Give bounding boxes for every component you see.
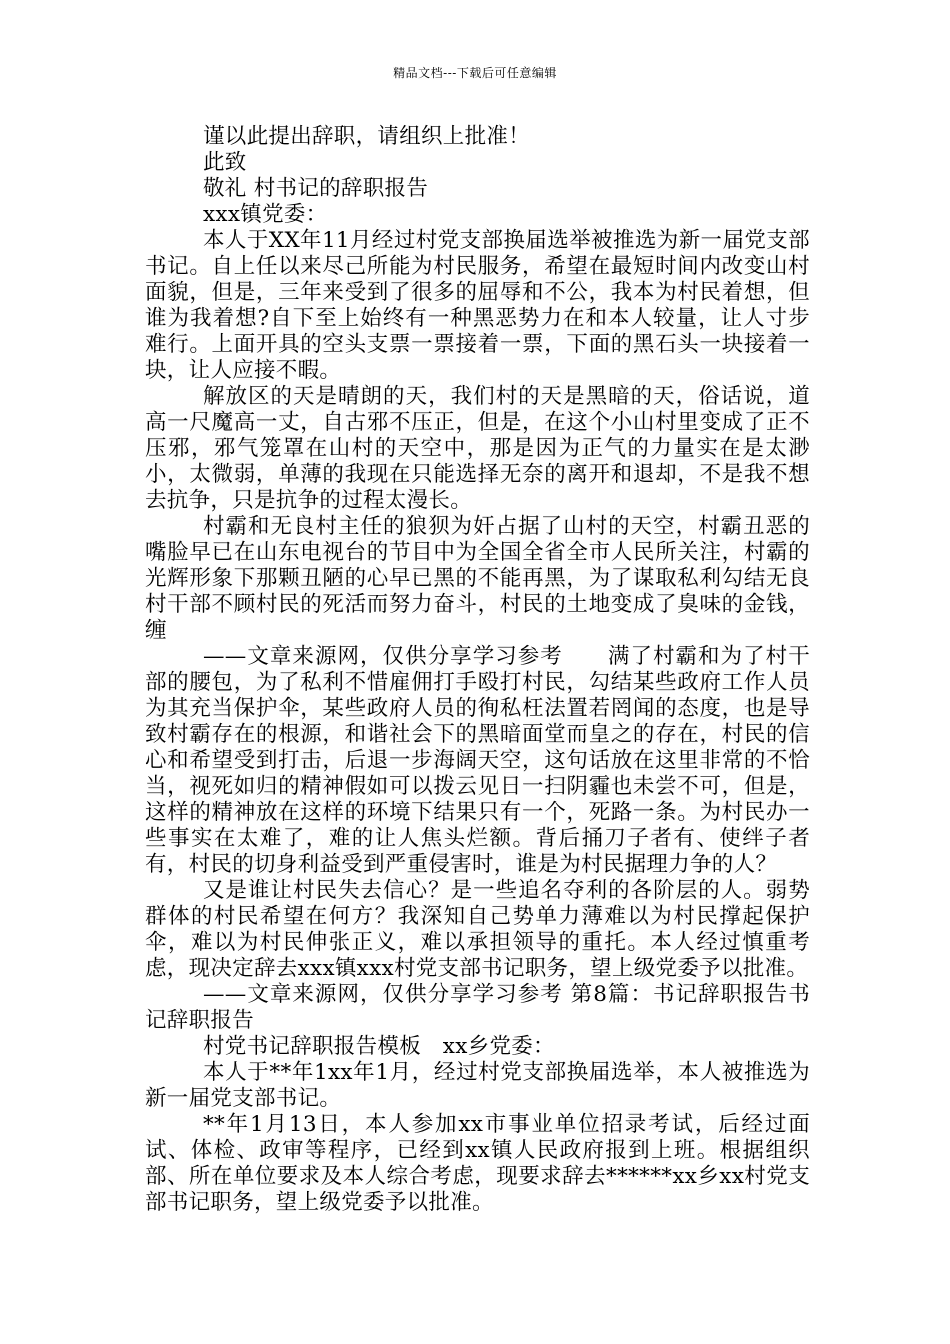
paragraph-salutation: 此致 bbox=[203, 150, 247, 175]
document-body bbox=[145, 124, 810, 1216]
paragraph-body: ——文章来源网，仅供分享学习参考 满了村霸和为了村干部的腰包，为了私利不惜雇佣打手殴打村民，勾结某些政府工作人员为其充当保护伞，某些政府人员的徇私枉法置若罔闻的态度，也是导致村霸存在的根源，和谐社会下的黑暗面堂而皇之的存在，村民的信心和希望受到打击，后退一步海阔天空，这句话放在这里非常的不恰当，视死如归的精神假如可以拨云见日一扫阴霾也未尝不可，但是，这样的精神放在这样的环境下结果只有一个，死路一条。为村民办一些事实在太难了，难的让人焦头烂额。背后捅刀子者有、使绊子者有，村民的切身利益受到严重侵害时，谁是为村民据理力争的人？ bbox=[145, 644, 810, 877]
paragraph-addressee: xxx镇党委： bbox=[203, 202, 328, 227]
paragraph-body: 本人于XX年11月经过村党支部换届选举被推选为新一届党支部书记。自上任以来尽己所能为村民服务，希望在最短时间内改变山村面貌，但是，三年来受到了很多的屈辱和不公，我本为村民着想，但谁为我着想?自下至上始终有一种黑恶势力在和本人较量，让人寸步难行。上面开具的空头支票一票接着一票，下面的黑石头一块接着一块，让人应接不暇。 bbox=[145, 228, 810, 383]
paragraph-body: 村霸和无良村主任的狼狈为奸占据了山村的天空，村霸丑恶的嘴脸早已在山东电视台的节目中为全国全省全市人民所关注，村霸的光辉形象下那颗丑陋的心早已黑的不能再黑，为了谋取私利勾结无良村干部不顾村民的死活而努力奋斗，村民的土地变成了臭味的金钱，缠 bbox=[145, 514, 810, 643]
paragraph-closing-and-title: 敬礼 村书记的辞职报告 bbox=[203, 176, 429, 201]
paragraph-body: 解放区的天是晴朗的天，我们村的天是黑暗的天，俗话说，道高一尺魔高一丈，自古邪不压正，但是，在这个小山村里变成了正不压邪，邪气笼罩在山村的天空中，那是因为正气的力量实在是太渺小，太微弱，单薄的我现在只能选择无奈的离开和退却，不是我不想去抗争，只是抗争的过程太漫长。 bbox=[145, 384, 810, 513]
paragraph-template-addressee: 村党书记辞职报告模板 xx乡党委： bbox=[203, 1034, 555, 1059]
paragraph-body: **年1月13日，本人参加xx市事业单位招录考试，后经过面试、体检、政审等程序，已经到xx镇人民政府报到上班。根据组织部、所在单位要求及本人综合考虑，现要求辞去******xx乡xx村党支部书记职务，望上级党委予以批准。 bbox=[145, 1112, 810, 1215]
paragraph-body: 又是谁让村民失去信心？是一些追名夺利的各阶层的人。弱势群体的村民希望在何方？我深知自己势单力薄难以为村民撑起保护伞，难以为村民伸张正义，难以承担领导的重托。本人经过慎重考虑，现决定辞去xxx镇xxx村党支部书记职务，望上级党委予以批准。 bbox=[145, 878, 810, 981]
paragraph-body: 本人于**年1xx年1月，经过村党支部换届选举，本人被推选为新一届党支部书记。 bbox=[145, 1060, 810, 1111]
paragraph-section-heading: ——文章来源网，仅供分享学习参考 第8篇：书记辞职报告书记辞职报告 bbox=[145, 982, 810, 1033]
paragraph-resignation-request: 谨以此提出辞职，请组织上批准！ bbox=[203, 124, 531, 149]
page-header: 精品文档---下载后可任意编辑 bbox=[393, 66, 557, 80]
